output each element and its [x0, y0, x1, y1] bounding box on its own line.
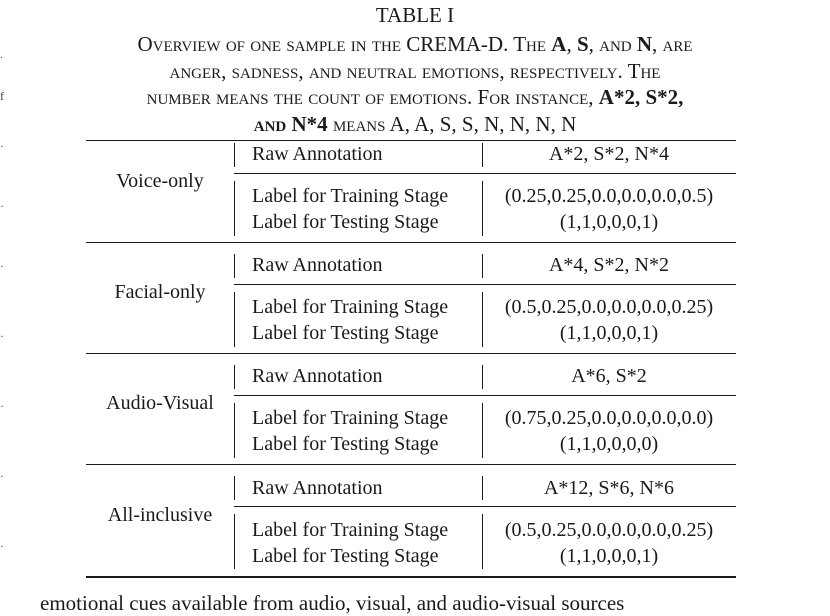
column-divider	[482, 514, 483, 569]
raw-annotation-value: A*12, S*6, N*6	[543, 477, 674, 499]
margin-mark: ·	[0, 539, 4, 553]
group-separator-rule	[86, 242, 736, 243]
train-label-value: (0.5,0.25,0.0,0.0,0.0,0.25)	[504, 296, 714, 318]
caption-separator: , and	[588, 32, 637, 56]
group-name-voice-only: Voice-only	[116, 170, 204, 192]
row-label-test: Label for Testing Stage	[252, 322, 439, 344]
caption-separator: ,	[566, 32, 577, 56]
column-divider	[482, 181, 483, 236]
caption-key-anger: A	[551, 32, 567, 56]
inner-rule	[234, 395, 736, 396]
column-divider	[482, 476, 483, 500]
column-divider	[234, 403, 235, 458]
group-separator-rule	[86, 353, 736, 354]
caption-and: and	[253, 111, 292, 136]
column-divider	[234, 143, 235, 167]
column-divider	[234, 476, 235, 500]
group-name-all-inclusive: All-inclusive	[107, 504, 213, 526]
margin-mark: .	[0, 47, 3, 61]
caption-example: N*4	[291, 111, 328, 136]
test-label-value: (1,1,0,0,0,0)	[559, 433, 659, 455]
inner-rule	[234, 284, 736, 285]
column-divider	[234, 292, 235, 347]
row-label-raw: Raw Annotation	[252, 254, 383, 276]
row-label-train: Label for Training Stage	[252, 185, 449, 207]
caption-text: means A, A, S, S, N, N, N, N	[327, 111, 577, 136]
body-text-cutoff: emotional cues available from audio, visual, and audio-visual sources	[40, 591, 625, 615]
caption-key-neutral: N	[636, 32, 653, 56]
row-label-test: Label for Testing Stage	[252, 545, 439, 567]
group-name-facial-only: Facial-only	[114, 281, 206, 303]
raw-annotation-value: A*2, S*2, N*4	[548, 143, 669, 165]
test-label-value: (1,1,0,0,0,1)	[559, 322, 659, 344]
column-divider	[482, 143, 483, 167]
margin-mark: f	[0, 89, 4, 103]
raw-annotation-value: A*4, S*2, N*2	[548, 254, 669, 276]
row-label-train: Label for Training Stage	[252, 407, 449, 429]
caption-text: Overview of one sample in the CREMA-D. The	[137, 32, 552, 56]
table-bottom-rule	[86, 576, 736, 578]
train-label-value: (0.5,0.25,0.0,0.0,0.0,0.25)	[504, 519, 714, 541]
column-divider	[234, 254, 235, 278]
margin-mark: ·	[0, 139, 4, 153]
column-divider	[482, 403, 483, 458]
train-label-value: (0.25,0.25,0.0,0.0,0.0,0.5)	[504, 185, 714, 207]
inner-rule	[234, 506, 736, 507]
row-label-train: Label for Training Stage	[252, 519, 449, 541]
test-label-value: (1,1,0,0,0,1)	[559, 545, 659, 567]
row-label-train: Label for Training Stage	[252, 296, 449, 318]
margin-mark: ·	[0, 259, 4, 273]
table-top-rule	[86, 140, 736, 141]
caption-text: number means the count of emotions. For instance,	[146, 85, 599, 110]
margin-mark: ·	[0, 469, 4, 483]
caption-text: , are	[652, 32, 693, 56]
column-divider	[234, 514, 235, 569]
column-divider	[482, 292, 483, 347]
margin-mark: ·	[0, 399, 4, 413]
caption-example: A*2, S*2,	[598, 85, 684, 110]
group-separator-rule	[86, 464, 736, 465]
margin-mark: ·	[0, 329, 4, 343]
column-divider	[234, 181, 235, 236]
inner-rule	[234, 173, 736, 174]
test-label-value: (1,1,0,0,0,1)	[559, 211, 659, 233]
caption-text: anger, sadness, and neutral emotions, respectively. The	[169, 58, 661, 83]
row-label-raw: Raw Annotation	[252, 143, 383, 165]
table-title: TABLE I	[375, 3, 455, 27]
row-label-raw: Raw Annotation	[252, 365, 383, 387]
column-divider	[482, 254, 483, 278]
train-label-value: (0.75,0.25,0.0,0.0,0.0,0.0)	[504, 407, 714, 429]
column-divider	[234, 365, 235, 389]
group-name-audio-visual: Audio-Visual	[106, 392, 214, 414]
row-label-test: Label for Testing Stage	[252, 211, 439, 233]
margin-mark: ·	[0, 199, 4, 213]
table-caption	[40, 31, 790, 137]
raw-annotation-value: A*6, S*2	[571, 365, 647, 387]
row-label-raw: Raw Annotation	[252, 477, 383, 499]
row-label-test: Label for Testing Stage	[252, 433, 439, 455]
caption-key-sadness: S	[576, 32, 589, 56]
column-divider	[482, 365, 483, 389]
